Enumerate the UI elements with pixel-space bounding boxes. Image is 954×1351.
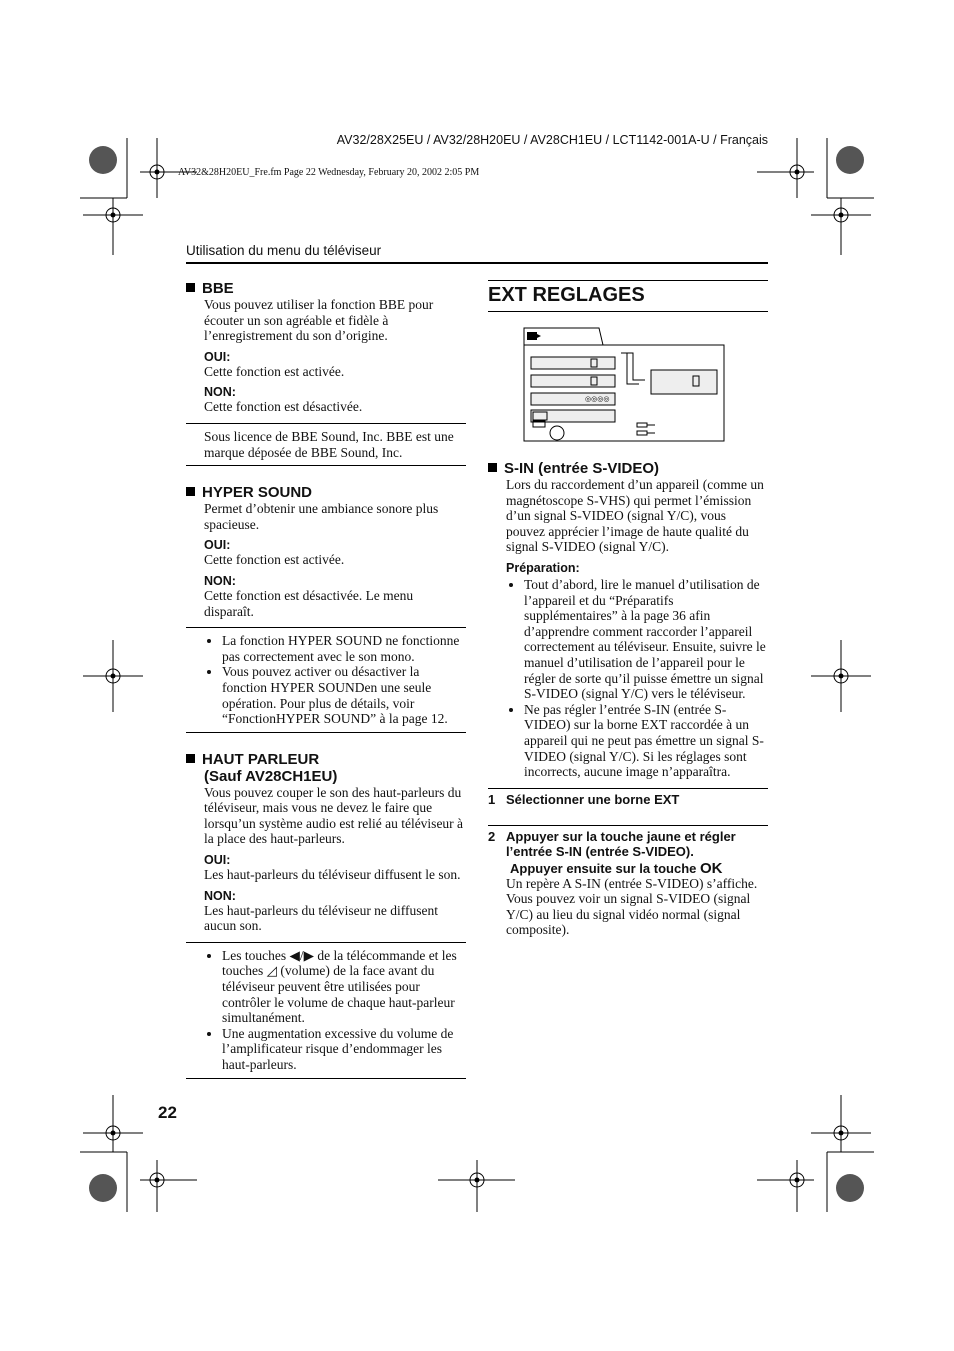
list-item: • Une augmentation excessive du volume de l’amplificateur risque d’endommager les haut-parleurs.: [222, 1026, 466, 1073]
bbe-desc: Vous pouvez utiliser la fonction BBE pour écouter un son agréable et fidèle à l’enregistrement du son d’origine.: [204, 297, 434, 344]
page-number: 22: [158, 1103, 177, 1122]
haut-oui-label: OUI:: [204, 853, 231, 868]
list-item: • Tout d’abord, lire le manuel d’utilisation de l’appareil et du “Préparatifs supplémentaires” à la page 36 afin d’apprendre comment raccorder l’appareil correctement au téléviseur. Ensuite, suivre le manuel d’utilisation de l’appareil pour le régler de sorte qu’il puisse émettre un signal S-VIDEO (signal Y/C) vers le téléviseur.: [524, 577, 768, 702]
hyper-oui-label: OUI:: [204, 538, 231, 553]
square-bullet-icon: [488, 463, 497, 472]
section-title: Utilisation du menu du téléviseur: [186, 243, 382, 258]
bbe-non-label: NON:: [204, 385, 236, 400]
hyper-heading: HYPER SOUND: [186, 484, 466, 501]
bbe-non-text: Cette fonction est désactivée.: [204, 399, 363, 415]
square-bullet-icon: [186, 283, 195, 292]
haut-heading-line2: (Sauf AV28CH1EU): [204, 767, 338, 785]
sin-heading: S-IN (entrée S-VIDEO): [488, 460, 768, 477]
sin-desc: Lors du raccordement d’un appareil (comme un magnétoscope S-VHS) qui permet l’émission d’un signal S-VIDEO (signal Y/C), vous pouvez apprécier l’image de haute qualité du signal S-VIDEO (signal Y/C).: [506, 477, 764, 555]
hyper-notes: [186, 627, 466, 733]
list-item: • Vous pouvez activer ou désactiver la fonction HYPER SOUNDen une seule opération. Pour plus de détails, voir “FonctionHYPER SOUND” à la page 12.: [222, 664, 466, 726]
step-2: 2 Appuyer sur la touche jaune et régler l’entrée S-IN (entrée S-VIDEO). Appuyer ensuite sur la touche OK Un repère A S-IN (entrée S-VIDEO) s’affiche. Vous pouvez voir un signal S-VIDEO (signal Y/C) au lieu du signal vidéo normal (signal composite).: [488, 825, 768, 938]
step-2-sub: Appuyer ensuite sur la touche OK: [510, 859, 723, 877]
list-item: • La fonction HYPER SOUND ne fonctionne pas correctement avec le son mono.: [222, 633, 466, 664]
hyper-desc: Permet d’obtenir une ambiance sonore plus spacieuse.: [204, 501, 439, 532]
haut-heading: HAUT PARLEUR: [186, 751, 466, 768]
haut-notes: [186, 942, 466, 1079]
header-rule: [186, 262, 768, 264]
hyper-oui-text: Cette fonction est activée.: [204, 552, 345, 568]
header-models: AV32/28X25EU / AV32/28H20EU / AV28CH1EU / LCT1142-001A-U / Français: [336, 133, 768, 147]
haut-non-text: Les haut-parleurs du téléviseur ne diffusent aucun son.: [204, 902, 439, 934]
square-bullet-icon: [186, 754, 195, 763]
ext-menu-diagram: [523, 326, 763, 446]
haut-oui-text: Les haut-parleurs du téléviseur diffusent le son.: [204, 867, 461, 883]
list-item: • Ne pas régler l’entrée S-IN (entrée S-VIDEO) sur la borne EXT raccordée à un appareil qui ne peut pas émettre un signal S-VIDEO (signal Y/C). Si les réglages sont incorrects, aucune image n’apparaîtra.: [524, 702, 768, 780]
left-column: [186, 280, 466, 1079]
ok-icon: OK: [700, 859, 723, 877]
bbe-oui-label: OUI:: [204, 349, 231, 364]
bbe-heading: BBE: [186, 280, 466, 297]
square-bullet-icon: [186, 487, 195, 496]
step-2-desc: Un repère A S-IN (entrée S-VIDEO) s’affiche. Vous pouvez voir un signal S-VIDEO (signal Y/C) au lieu du signal vidéo normal (signal composite).: [506, 875, 758, 938]
bbe-note: Sous licence de BBE Sound, Inc. BBE est une marque déposée de BBE Sound, Inc.: [186, 423, 466, 466]
haut-non-label: NON:: [204, 888, 236, 903]
hyper-non-text: Cette fonction est désactivée. Le menu disparaît.: [204, 587, 414, 619]
list-item: • Les touches ◀/▶ de la télécommande et les touches ◿ (volume) de la face avant du téléviseur peuvent être utilisées pour contrôler le volume de chaque haut-parleur simultanément.: [222, 948, 466, 1026]
haut-desc: Vous pouvez couper le son des haut-parleurs du téléviseur, mais vous ne devez le faire que lorsqu’un système audio est relié au téléviseur à la place des haut-parleurs.: [204, 784, 464, 847]
right-column: [488, 280, 768, 938]
step-1: 1 Sélectionner une borne EXT: [488, 788, 768, 807]
bbe-oui-text: Cette fonction est activée.: [204, 363, 345, 379]
header-fileinfo: AV32&28H20EU_Fre.fm Page 22 Wednesday, February 20, 2002 2:05 PM: [178, 167, 480, 178]
menu-dots: ◎◎◎◎: [585, 395, 610, 403]
prep-label: Préparation:: [506, 560, 580, 575]
hyper-non-label: NON:: [204, 573, 236, 588]
ext-title: EXT REGLAGES: [488, 280, 768, 312]
step-2-text: Appuyer sur la touche jaune et régler l’entrée S-IN (entrée S-VIDEO).: [506, 828, 736, 859]
